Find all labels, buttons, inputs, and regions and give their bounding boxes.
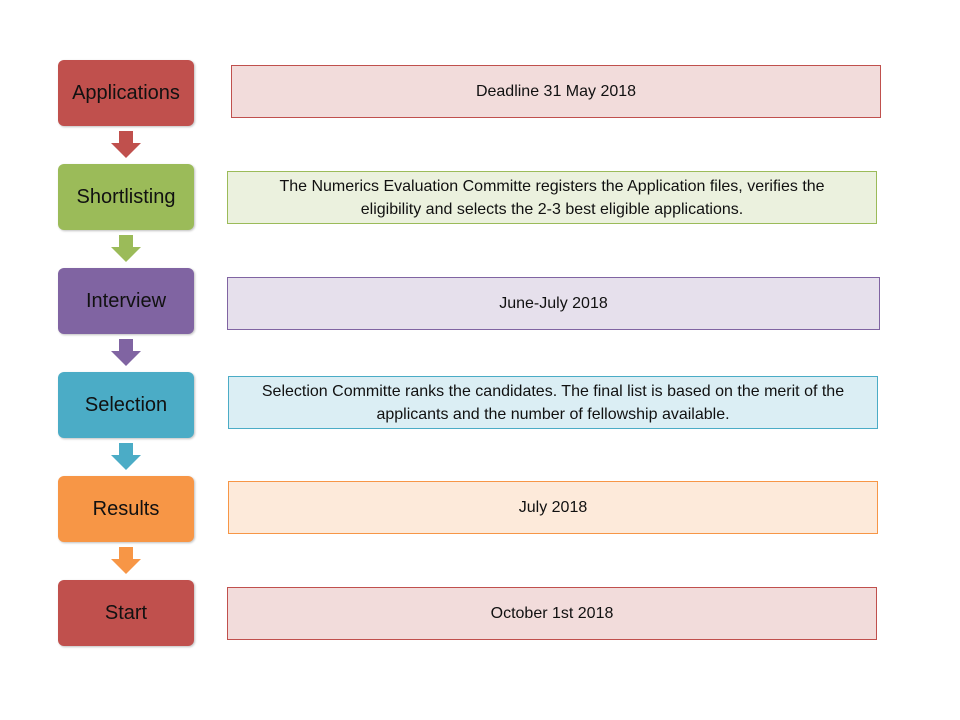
stage-start [58,580,194,646]
stage-shortlisting [58,164,194,230]
stage-start-label: Start [104,601,148,624]
description-shortlisting-text: The Numerics Evaluation Committe registers the Application files, verifies the eligibility and selects the 2-3 best eligible applications. [279,177,825,218]
description-interview [227,277,880,330]
stage-interview [58,268,194,334]
description-selection-text: Selection Committe ranks the candidates. The final list is based on the merit of the applicants and the number of fellowship available. [261,382,845,423]
description-start-text: October 1st 2018 [490,605,614,622]
stage-shortlisting-label: Shortlisting [76,185,176,208]
down-arrow-icon [111,235,141,262]
stage-results-label: Results [92,497,160,520]
stage-interview-label: Interview [85,289,167,312]
stage-selection-label: Selection [84,393,168,416]
description-start [227,587,877,640]
down-arrow-icon [111,547,141,574]
stage-selection [58,372,194,438]
description-results [228,481,878,534]
stage-applications [58,60,194,126]
stage-results [58,476,194,542]
description-interview-text: June-July 2018 [499,295,608,312]
description-results-text: July 2018 [518,499,588,516]
down-arrow-icon [111,443,141,470]
down-arrow-icon [111,339,141,366]
stage-applications-label: Applications [72,81,180,104]
down-arrow-icon [111,131,141,158]
description-shortlisting [227,171,877,224]
description-applications [231,65,881,118]
description-selection [228,376,878,429]
description-applications-text: Deadline 31 May 2018 [475,83,637,100]
